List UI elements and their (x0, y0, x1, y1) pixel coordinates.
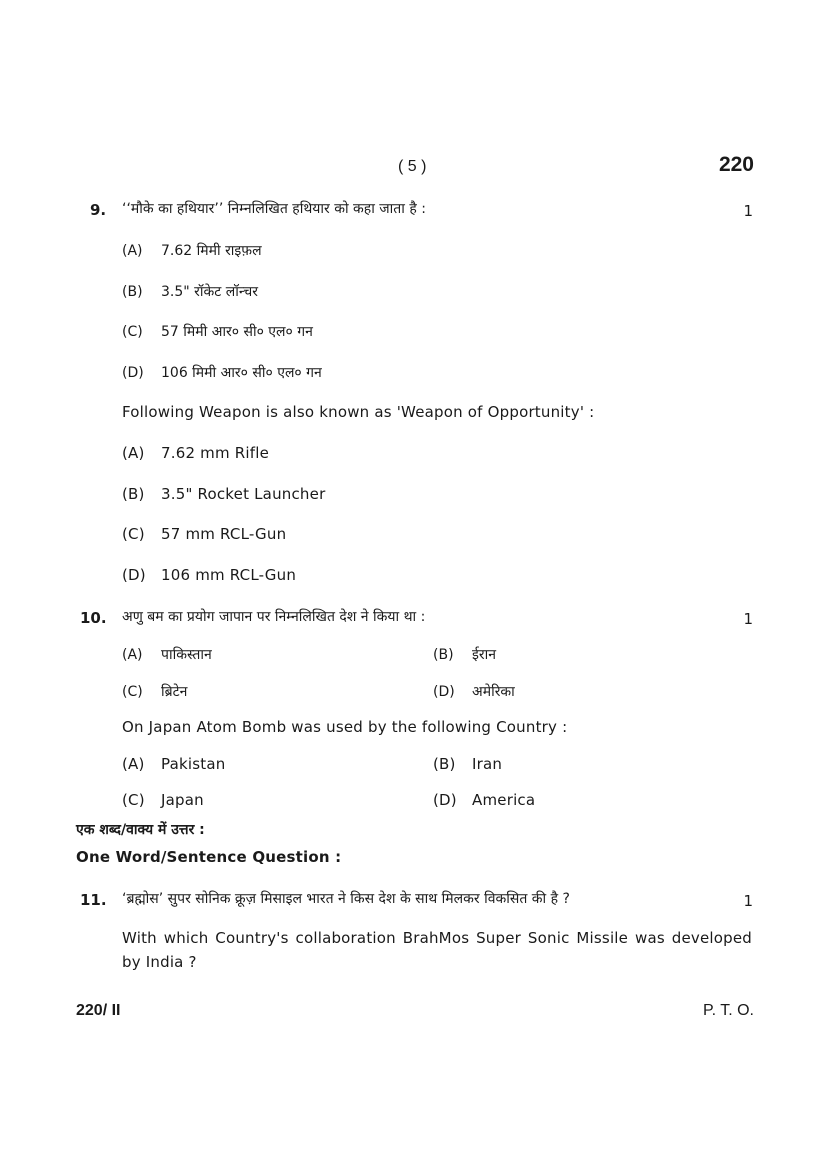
q10-english-option-c: (C) Japan (122, 791, 204, 809)
question-11-english-text: With which Country's collaboration BrahMos Super Sonic Missile was developed by India ? (122, 929, 752, 971)
q10-english-option-d: (D) America (433, 791, 536, 809)
question-10-hindi-text: अणु बम का प्रयोग जापान पर निम्नलिखित देश ने किया था : (122, 609, 426, 625)
paper-code: 220 (718, 153, 754, 176)
question-9-english-text: Following Weapon is also known as 'Weapon of Opportunity' : (122, 403, 595, 421)
footer-pto: P. T. O. (703, 1002, 754, 1019)
q10-hindi-option-c: (C) ब्रिटेन (122, 684, 188, 700)
question-9-number: 9. (90, 201, 107, 219)
q10-hindi-option-a: (A) पाकिस्तान (122, 647, 212, 663)
q9-hindi-option-d: (D) 106 मिमी आर० सी० एल० गन (122, 365, 322, 381)
q9-english-option-c: (C) 57 mm RCL-Gun (122, 525, 287, 543)
question-9-hindi-text: ‘‘मौके का हथियार’’ निम्नलिखित हथियार को कहा जाता है : (122, 201, 426, 217)
question-9-marks: 1 (743, 202, 753, 220)
q9-english-option-a: (A) 7.62 mm Rifle (122, 444, 270, 462)
question-11-number: 11. (80, 891, 107, 909)
q9-hindi-option-c: (C) 57 मिमी आर० सी० एल० गन (122, 324, 313, 340)
q10-english-option-a: (A) Pakistan (122, 755, 226, 773)
q10-hindi-option-d: (D) अमेरिका (433, 684, 515, 700)
q9-english-option-b: (B) 3.5" Rocket Launcher (122, 485, 326, 503)
section-heading-english: One Word/Sentence Question : (76, 848, 342, 866)
question-10-marks: 1 (743, 610, 753, 628)
footer-paper-code: 220/ II (76, 1002, 121, 1019)
question-10-number: 10. (80, 609, 107, 627)
q9-english-option-d: (D) 106 mm RCL-Gun (122, 566, 297, 584)
question-11-hindi-text: ‘ब्रह्मोस’ सुपर सोनिक क्रूज़ मिसाइल भारत ने किस देश के साथ मिलकर विकसित की है ? (122, 891, 570, 907)
question-11-marks: 1 (743, 892, 753, 910)
question-10-english-text: On Japan Atom Bomb was used by the following Country : (122, 718, 568, 736)
section-heading-hindi: एक शब्द/वाक्य में उत्तर : (76, 822, 205, 838)
q10-hindi-option-b: (B) ईरान (433, 647, 496, 663)
q10-english-option-b: (B) Iran (433, 755, 503, 773)
q9-hindi-option-b: (B) 3.5" रॉकेट लॉन्चर (122, 284, 258, 300)
q9-hindi-option-a: (A) 7.62 मिमी राइफ़ल (122, 243, 262, 259)
page-number: ( 5 ) (398, 158, 427, 175)
